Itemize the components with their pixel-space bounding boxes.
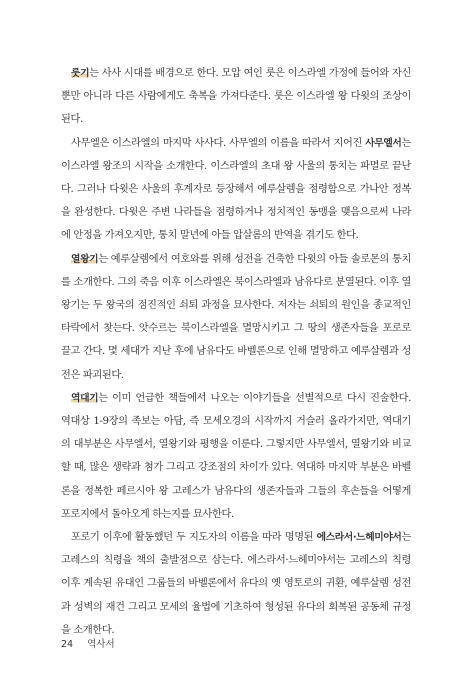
paragraph-ezra-nehemiah	[61, 526, 411, 642]
book-term-chronicles: 역대기	[71, 392, 99, 404]
paragraph-text: 는 예루살렘에서 여호와를 위해 성전을 건축한 다윗의 아들 솔로몬의 통치를 소개한다. 그의 죽음 이후 이스라엘은 북이스라엘과 남유다로 분열된다. 이후 열왕기는 두 왕국의 점진적인 쇠퇴 과정을 묘사한다. 저자는 쇠퇴의 원인을 종교적인 타락에서 찾는다. 앗수르는 북이스라엘을 멸망시키고 그 땅의 생존자들을 포로로 끌고 간다. 몇 세대가 지난 후에 남유다도 바벨론으로 인해 멸망하고 예루살렘과 성전은 파괴된다.	[61, 253, 411, 381]
page-number: 24	[61, 639, 74, 650]
paragraph-text: 는 고레스의 칙령을 책의 출발점으로 삼는다. 에스라서·느헤미야서는 고레스의 칙령 이후 계속된 유대인 그룹들의 바벨론에서 유다의 옛 영토로의 귀환, 예루살렘 성전과 성벽의 재건 그리고 모세의 율법에 기초하여 형성된 유다의 회복된 공동체 규정을 소개한다.	[61, 532, 411, 636]
book-term-ruth: 룻기	[71, 68, 90, 79]
body-text	[61, 62, 411, 642]
paragraph-chronicles	[61, 387, 411, 526]
page-footer	[61, 636, 115, 650]
book-term-ezra-nehemiah: 에스라서·느헤미야서	[316, 532, 402, 544]
paragraph-text: 는 사사 시대를 배경으로 한다. 모압 여인 룻은 이스라엘 가정에 들어와 자신뿐만 아니라 다른 사람에게도 축복을 가져다준다. 룻은 이스라엘 왕 다윗의 조상이 된다.	[61, 68, 411, 126]
book-term-samuel: 사무엘서	[365, 137, 402, 149]
paragraph-samuel	[61, 132, 411, 248]
paragraph-text: 는 이스라엘 왕조의 시작을 소개한다. 이스라엘의 초대 왕 사울의 통치는 파멸로 끝난다. 그러나 다윗은 사울의 후계자로 등장해서 예루살렘을 점령함으로 가나안 정복을 완성한다. 다윗은 주변 나라들을 점령하거나 정치적인 동맹을 맺음으로써 나라에 안정을 가져오지만, 통치 말년에 아들 압살롬의 반역을 겪기도 한다.	[61, 137, 411, 242]
paragraph-ruth	[61, 62, 411, 132]
book-term-kings: 열왕기	[71, 253, 99, 265]
paragraph-lead-text: 포로기 이후에 활동했던 두 지도자의 이름을 따라 명명된	[71, 532, 317, 544]
paragraph-lead-text: 사무엘은 이스라엘의 마지막 사사다. 사무엘의 이름을 따라서 지어진	[71, 137, 366, 149]
paragraph-kings	[61, 248, 411, 387]
running-title: 역사서	[87, 639, 115, 650]
paragraph-text: 는 이미 언급한 책들에서 나오는 이야기들을 선별적으로 다시 진술한다. 역대상 1-9장의 족보는 아담, 즉 모세오경의 시작까지 거슬러 올라가지만, 역대기의 대부분은 사무엘서, 열왕기와 평행을 이룬다. 그렇지만 사무엘서, 열왕기와 비교할 때, 많은 생략과 첨가 그리고 강조점의 차이가 있다. 역대하 마지막 부분은 바벨론을 정복한 페르시아 왕 고레스가 남유다의 생존자들과 그들의 후손들을 어떻게 포로지에서 돌아오게 하는지를 묘사한다.	[61, 392, 411, 520]
